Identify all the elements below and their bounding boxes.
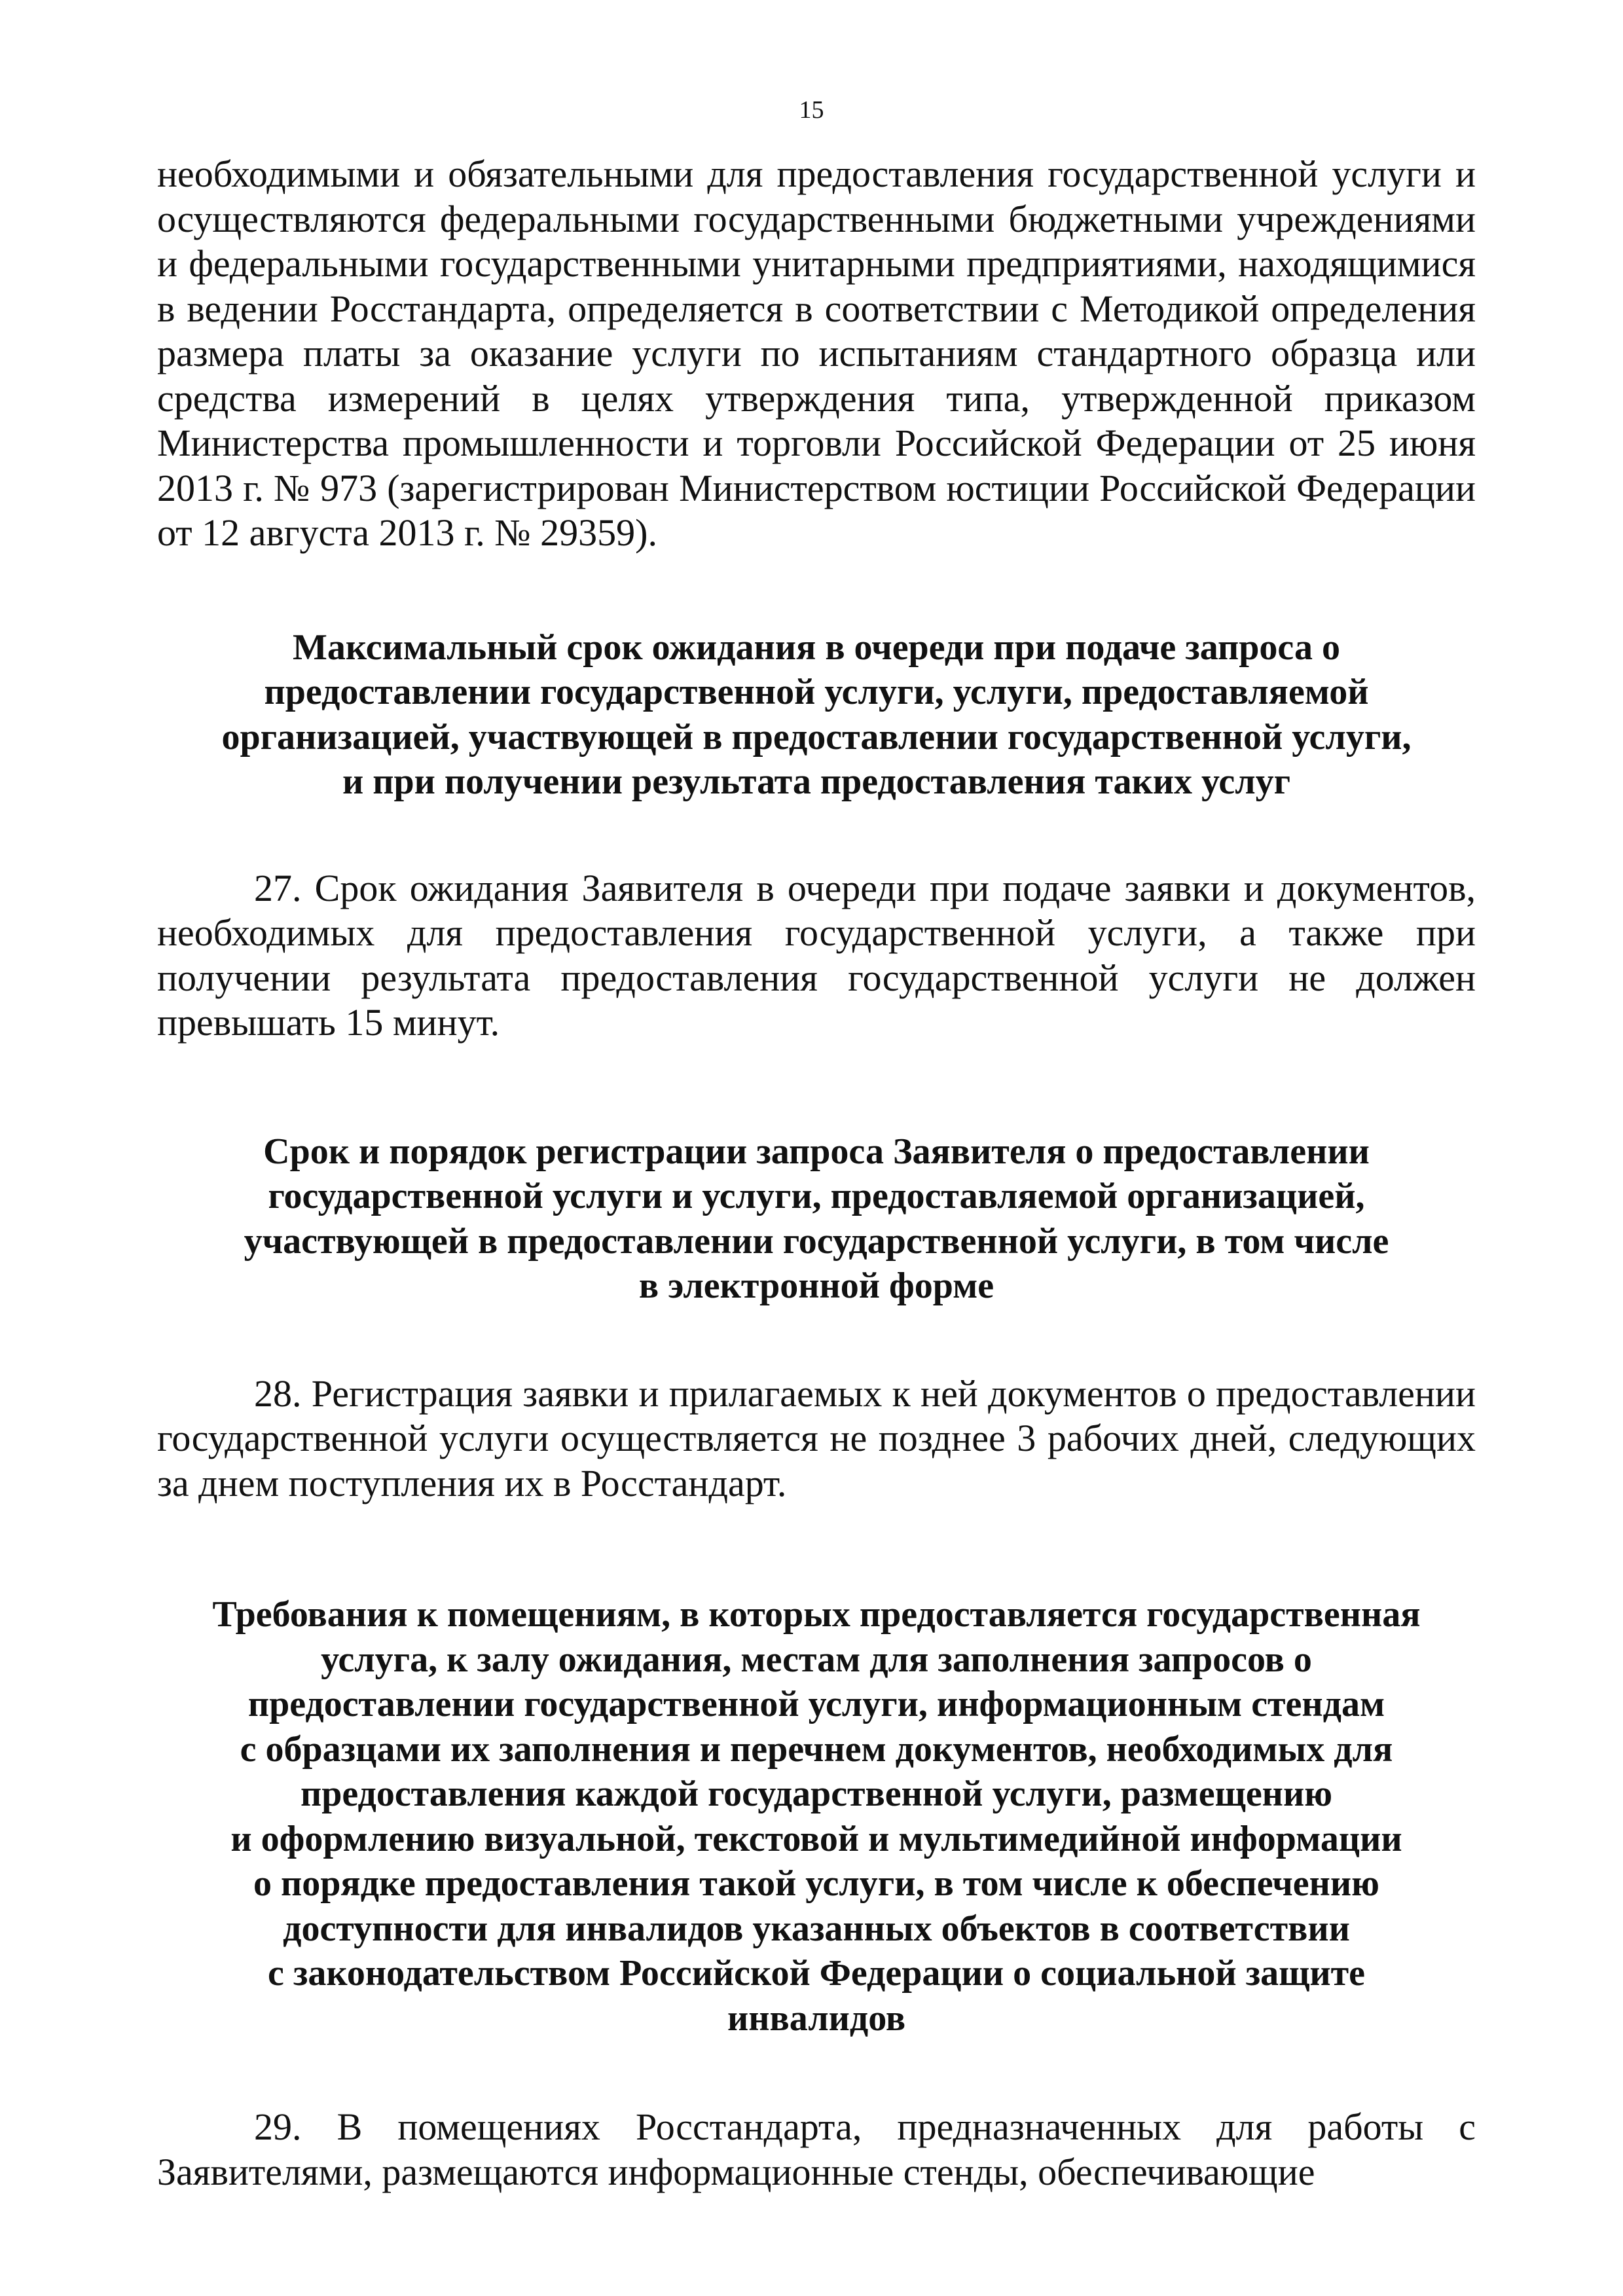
paragraph-27: 27. Срок ожидания Заявителя в очереди при подаче заявки и документов, необходимых для предоставления государственной услуги, а также при получении результата предоставления государственной услуги не должен превышать 15 минут.	[157, 866, 1476, 1044]
paragraph-29: 29. В помещениях Росстандарта, предназначенных для работы с Заявителями, размещаются информационные стенды, обеспечивающие	[157, 2105, 1476, 2193]
heading-line: Требования к помещениям, в которых предоставляется государственная	[212, 1594, 1421, 1635]
heading-line: доступности для инвалидов указанных объектов в соответствии	[283, 1908, 1350, 1949]
heading-line: предоставлении государственной услуги, услуги, предоставляемой	[264, 672, 1369, 712]
heading-line: предоставлении государственной услуги, информационным стендам	[247, 1684, 1385, 1724]
heading-line: государственной услуги и услуги, предоставляемой организацией,	[268, 1176, 1365, 1216]
page-number: 15	[799, 96, 824, 124]
page-content	[157, 152, 1476, 2195]
heading-premises-requirements	[157, 1592, 1476, 2041]
heading-line: и оформлению визуальной, текстовой и мультимедийной информации	[230, 1818, 1402, 1859]
heading-line: участвующей в предоставлении государственной услуги, в том числе	[244, 1220, 1389, 1262]
heading-line: с образцами их заполнения и перечнем документов, необходимых для	[240, 1728, 1393, 1770]
heading-line: о порядке предоставления такой услуги, в том числе к обеспечению	[253, 1863, 1379, 1904]
heading-line: предоставления каждой государственной услуги, размещению	[300, 1774, 1333, 1814]
heading-line: организацией, участвующей в предоставлении государственной услуги,	[221, 716, 1412, 757]
heading-line: инвалидов	[727, 1997, 906, 2039]
heading-line: Максимальный срок ожидания в очереди при подаче запроса о	[293, 627, 1340, 668]
heading-registration	[157, 1129, 1476, 1309]
heading-line: с законодательством Российской Федерации о социальной защите	[267, 1953, 1365, 1994]
paragraph-28: 28. Регистрация заявки и прилагаемых к ней документов о предоставлении государственной услуги осуществляется не позднее 3 рабочих дней, следующих за днем поступления их в Росстандарт.	[157, 1372, 1476, 1504]
heading-line: и при получении результата предоставления таких услуг	[342, 761, 1291, 802]
heading-line: в электронной форме	[638, 1266, 994, 1306]
continuation-paragraph: необходимыми и обязательными для предоставления государственной услуги и осуществляются федеральными государственными бюджетными учреждениями и федеральными государственными унитарными предприятиями, находящимися в ведении Росстандарта, определяется в соответствии с Методикой определения размера платы за оказание услуги по испытаниям стандартного образца или средства измерений в целях утверждения типа, утвержденной приказом Министерства промышленности и торговли Российской Федерации от 25 июня 2013 г. № 973 (зарегистрирован Министерством юстиции Российской Федерации от 12 августа 2013 г. № 29359).	[157, 153, 1476, 554]
heading-line: Срок и порядок регистрации запроса Заявителя о предоставлении	[263, 1131, 1370, 1172]
heading-waiting-time	[157, 625, 1476, 805]
heading-line: услуга, к залу ожидания, местам для заполнения запросов о	[321, 1639, 1312, 1680]
